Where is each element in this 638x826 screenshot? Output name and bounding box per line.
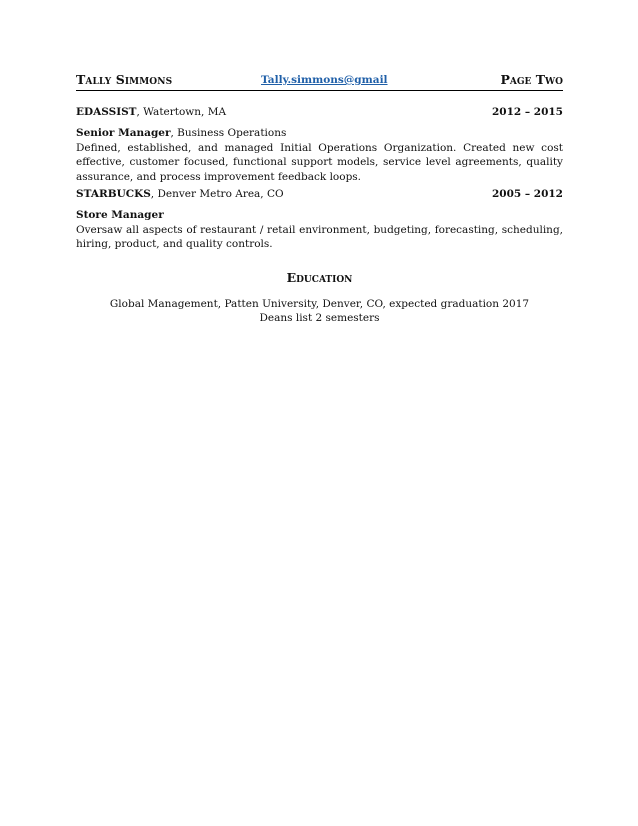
company-name: STARBUCKS [76,188,151,200]
job-department: , Business Operations [170,127,287,139]
company-location: , Watertown, MA [136,106,227,118]
job-header-line [76,188,563,204]
job-header-line [76,106,563,122]
job-description: Oversaw all aspects of restaurant / retail environment, budgeting, forecasting, scheduling, hiring, product, and quality controls. [76,224,563,251]
job-dates: 2005 – 2012 [491,188,563,200]
job-title-line [76,126,563,141]
email-link[interactable]: Tally.simmons@gmail [261,74,388,86]
job-title: Senior Manager [76,127,171,139]
education-heading: Education [286,270,353,285]
job-dates: 2012 – 2015 [491,106,563,118]
education-honors: Deans list 2 semesters [259,312,380,324]
page-number-label: Page Two [500,72,563,87]
job-entry-starbucks [76,188,563,252]
company-name: EDASSIST [76,106,137,118]
job-entry-edassist [76,106,563,184]
job-company [76,106,226,118]
job-title: Store Manager [76,209,164,221]
education-degree: Global Management, Patten University, Denver, CO, expected graduation 2017 [109,298,530,310]
job-description: Defined, established, and managed Initial Operations Organization. Created new cost effective, customer focused, functional support models, service level agreements, quality assurance, and process improvement feedback loops. [76,142,563,183]
job-title-line [76,208,563,223]
company-location: , Denver Metro Area, CO [150,188,284,200]
job-company [76,188,284,200]
page-header [76,70,563,91]
candidate-name: Tally Simmons [76,72,173,87]
